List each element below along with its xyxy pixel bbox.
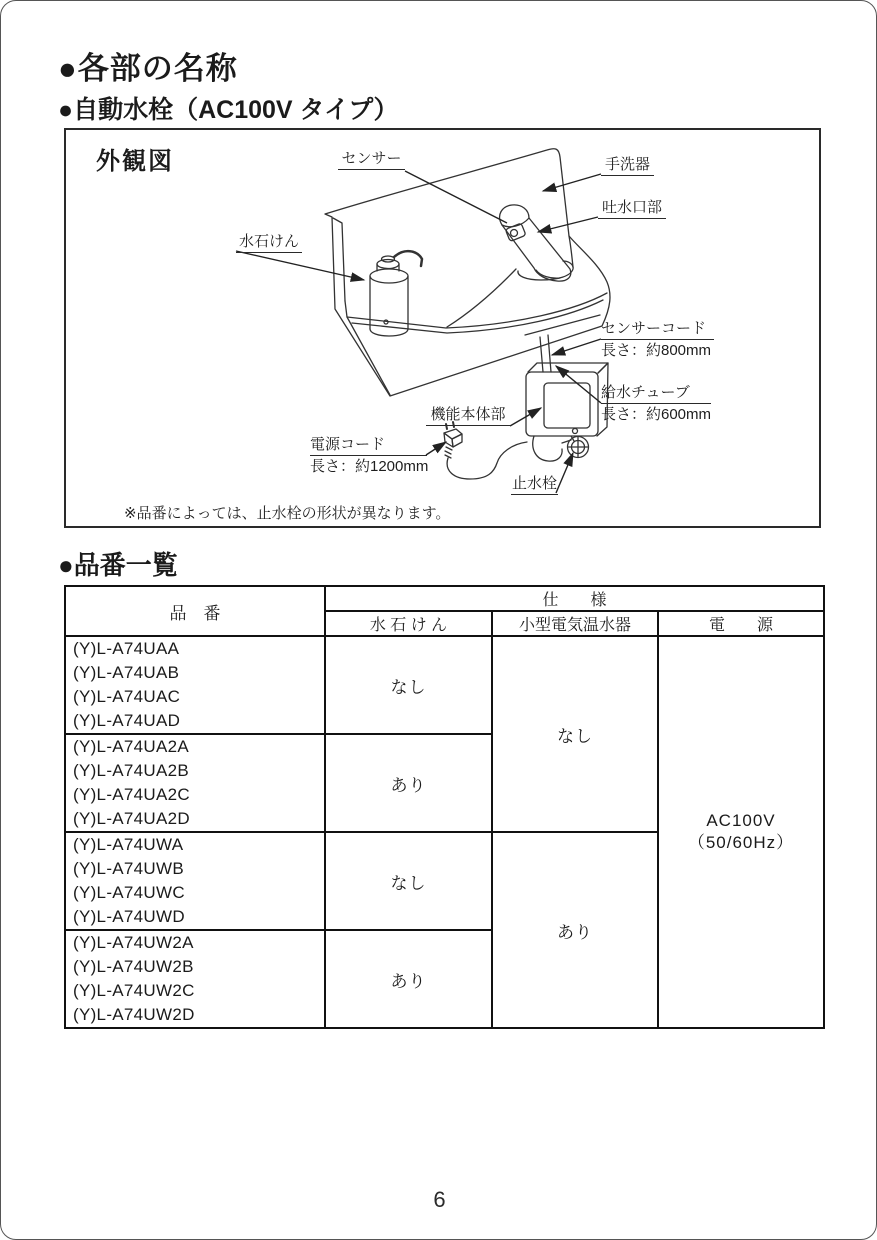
- stop-valve-note: ※品番によっては、止水栓の形状が異なります。: [124, 505, 451, 522]
- section-title-product-list: ●品番一覧: [58, 550, 178, 580]
- soap-value-group-3: なし: [325, 832, 492, 930]
- product-number-table: [64, 585, 825, 1029]
- product-numbers-group-3: (Y)L-A74UWA (Y)L-A74UWB (Y)L-A74UWC (Y)L-A74UWD: [65, 832, 325, 930]
- main-unit-label: 機能本体部: [426, 406, 510, 426]
- exterior-view-diagram: [64, 128, 821, 528]
- soap-value-group-2: あり: [325, 734, 492, 832]
- soap-value-group-4: あり: [325, 930, 492, 1028]
- basin-leader-line: [543, 174, 601, 191]
- page-number: 6: [433, 1187, 446, 1212]
- supply-tube-label: [601, 384, 711, 424]
- power-cord-leader-line: [426, 442, 446, 455]
- heater-value-groups-1-2: なし: [492, 636, 658, 832]
- soap-leader-line: [236, 251, 364, 280]
- sensor-cord-name: センサーコード: [601, 320, 714, 340]
- power-cord-name: 電源コード: [310, 436, 427, 456]
- page-subtitle: ●自動水栓（AC100V タイプ）: [58, 96, 399, 124]
- supply-tube-length: 長さ：約600mm: [601, 406, 712, 423]
- col-header-heater: 小型電気温水器: [492, 611, 658, 636]
- col-header-power: 電 源: [658, 611, 824, 636]
- product-numbers-group-2: (Y)L-A74UA2A (Y)L-A74UA2B (Y)L-A74UA2C (Y)L-A74UA2D: [65, 734, 325, 832]
- product-numbers-group-1: (Y)L-A74UAA (Y)L-A74UAB (Y)L-A74UAC (Y)L-A74UAD: [65, 636, 325, 734]
- basin-label: 手洗器: [601, 156, 654, 176]
- col-header-product-number: 品 番: [65, 586, 325, 636]
- power-cord-label: [310, 436, 427, 476]
- sensor-cord-leader-line: [552, 339, 601, 355]
- col-header-spec: 仕 様: [325, 586, 824, 611]
- power-value: AC100V （50/60Hz）: [658, 636, 824, 1028]
- col-header-soap: 水 石 け ん: [325, 611, 492, 636]
- page-title: ●各部の名称: [58, 51, 238, 86]
- sensor-leader-line: [405, 171, 507, 223]
- sensor-cord-length: 長さ：約800mm: [601, 342, 712, 359]
- stop-valve-label: 止水栓: [511, 475, 558, 495]
- product-numbers-group-4: (Y)L-A74UW2A (Y)L-A74UW2B (Y)L-A74UW2C (Y)L-A74UW2D: [65, 930, 325, 1028]
- sensor-cord-label: [601, 320, 714, 360]
- heater-value-groups-3-4: あり: [492, 832, 658, 1028]
- power-cord-length: 長さ：約1200mm: [310, 458, 429, 475]
- diagram-caption: 外観図: [96, 148, 174, 175]
- spout-label: 吐水口部: [598, 199, 666, 219]
- table-row-group-1: [65, 636, 824, 734]
- sensor-label: センサー: [338, 150, 405, 170]
- soap-value-group-1: なし: [325, 636, 492, 734]
- supply-tube-name: 給水チューブ: [601, 384, 711, 404]
- soap-label: 水石けん: [236, 233, 302, 253]
